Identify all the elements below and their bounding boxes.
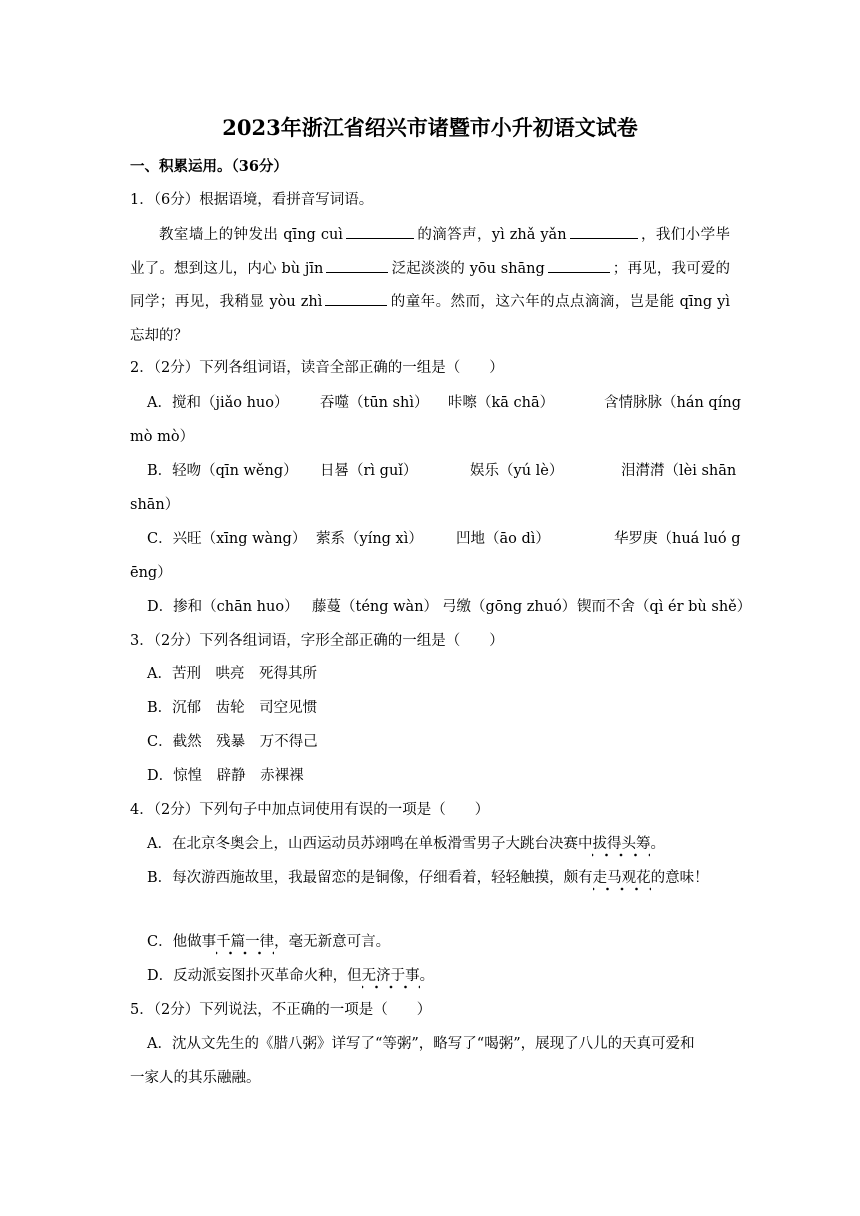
- question-3-stem: 3．（2分）下列各组词语，字形全部正确的一组是（ ）: [130, 633, 504, 649]
- emphasis-dotted-word: 走马观花: [593, 870, 651, 891]
- question-4-stem: 4．（2分）下列句子中加点词使用有误的一项是（ ）: [130, 802, 490, 818]
- answer-blank[interactable]: [548, 258, 610, 273]
- question-3-option-b[interactable]: B．沉郁 齿轮 司空见惯: [147, 700, 318, 716]
- question-2-option-b-wrap: shān）: [130, 497, 180, 513]
- question-2-stem: 2．（2分）下列各组词语，读音全部正确的一组是（ ）: [130, 360, 504, 376]
- question-4-option-b[interactable]: B．每次游西施故里，我最留恋的是铜像，仔细看着，轻轻触摸，颇有走马观花的意味！: [147, 866, 709, 890]
- answer-blank[interactable]: [346, 224, 414, 239]
- question-4-option-c[interactable]: C．他做事千篇一律，毫无新意可言。: [147, 930, 390, 954]
- answer-blank[interactable]: [326, 258, 388, 273]
- question-5-option-a[interactable]: A．沈从文先生的《腊八粥》详写了“等粥”，略写了“喝粥”，展现了八儿的天真可爱和: [147, 1036, 695, 1052]
- question-4-option-a[interactable]: A．在北京冬奥会上，山西运动员苏翊鸣在单板滑雪男子大跳台决赛中拔得头筹。: [147, 832, 665, 856]
- page-title: 2023年浙江省绍兴市诸暨市小升初语文试卷: [222, 115, 638, 140]
- question-3-option-a[interactable]: A．苦刑 哄亮 死得其所: [147, 666, 317, 682]
- question-3-option-d[interactable]: D．惊惶 辟静 赤裸裸: [147, 768, 304, 784]
- answer-blank[interactable]: [570, 224, 638, 239]
- emphasis-dotted-word: 无济于事: [362, 968, 420, 989]
- section-heading: 一、积累运用。（36分）: [130, 158, 288, 175]
- question-1-stem: 1．（6分）根据语境，看拼音写词语。: [130, 192, 374, 208]
- question-1-passage: 教室墙上的钟发出 qīng cuì 的滴答声，yì zhǎ yǎn ，我们小学毕业了。想到这儿，内心 bù jīn 泛起淡淡的 yōu shāng ；再见，我可爱的同学；再见，我稍显 yòu zhì 的童年。然而，这六年的点点滴滴，岂是能 qīng yì忘却的？: [130, 219, 730, 353]
- answer-blank[interactable]: [325, 291, 387, 306]
- question-2-option-c-wrap: ēng）: [130, 565, 172, 581]
- question-4-option-d[interactable]: D．反动派妄图扑灭革命火种，但无济于事。: [147, 964, 434, 988]
- question-5-stem: 5．（2分）下列说法，不正确的一项是（ ）: [130, 1002, 432, 1018]
- question-3-option-c[interactable]: C．截然 残暴 万不得己: [147, 734, 318, 750]
- emphasis-dotted-word: 拔得头筹: [592, 836, 650, 857]
- question-2-option-a-wrap: mò mò）: [130, 429, 195, 445]
- exam-page: 2023年浙江省绍兴市诸暨市小升初语文试卷 一、积累运用。（36分） 1．（6分）根据语境，看拼音写词语。 教室墙上的钟发出 qīng cuì 的滴答声，yì zhǎ yǎn ，我们小学毕业了。想到这儿，内心 bù jīn 泛起淡淡的 yōu shāng ；再见，我可爱的同学；再见，我稍显 yòu zhì 的童年。然而，这六年的点点滴滴，岂是能 qīng yì忘却的？ 2．（2分）下列各组词语，读音全部正确的一组是（ ） A．搅和（jiǎo huo） 吞噬（tūn shì） 咔嚓（kā chā） 含情脉脉（hán qíng mò mò） B．轻吻（qīn wěng） 日晷（rì guǐ） 娱乐（yú lè） 泪潸潸（lèi shān shān） C．兴旺（xīng wàng） 萦系（yíng xì） 凹地（āo dì） 华罗庚（huá luó g ēng） D．掺和（chān huo） 藤蔓（téng wàn） 弓缴（gōng zhuó） 锲而不舍（qì ér bù shě） 3．（2分）下列各组词语，字形全部正确的一组是（ ） A．苦刑 哄亮 死得其所 B．沉郁 齿轮 司空见惯 C．截然 残暴 万不得己 D．惊惶 辟静 赤裸裸 4．（2分）下列句子中加点词使用有误的一项是（ ） A．在北京冬奥会上，山西运动员苏翊鸣在单板滑雪男子大跳台决赛中拔得头筹。 B．每次游西施故里，我最留恋的是铜像，仔细看着，轻轻触摸，颇有走马观花的意味！ C．他做事千篇一律，毫无新意可言。 D．反动派妄图扑灭革命火种，但无济于事。 5．（2分）下列说法，不正确的一项是（ ） A．沈从文先生的《腊八粥》详写了“等粥”，略写了“喝粥”，展现了八儿的天真可爱和 一家人的其乐融融。: [0, 0, 860, 1216]
- emphasis-dotted-word: 千篇一律: [216, 934, 274, 955]
- question-5-option-a-wrap: 一家人的其乐融融。: [130, 1070, 261, 1086]
